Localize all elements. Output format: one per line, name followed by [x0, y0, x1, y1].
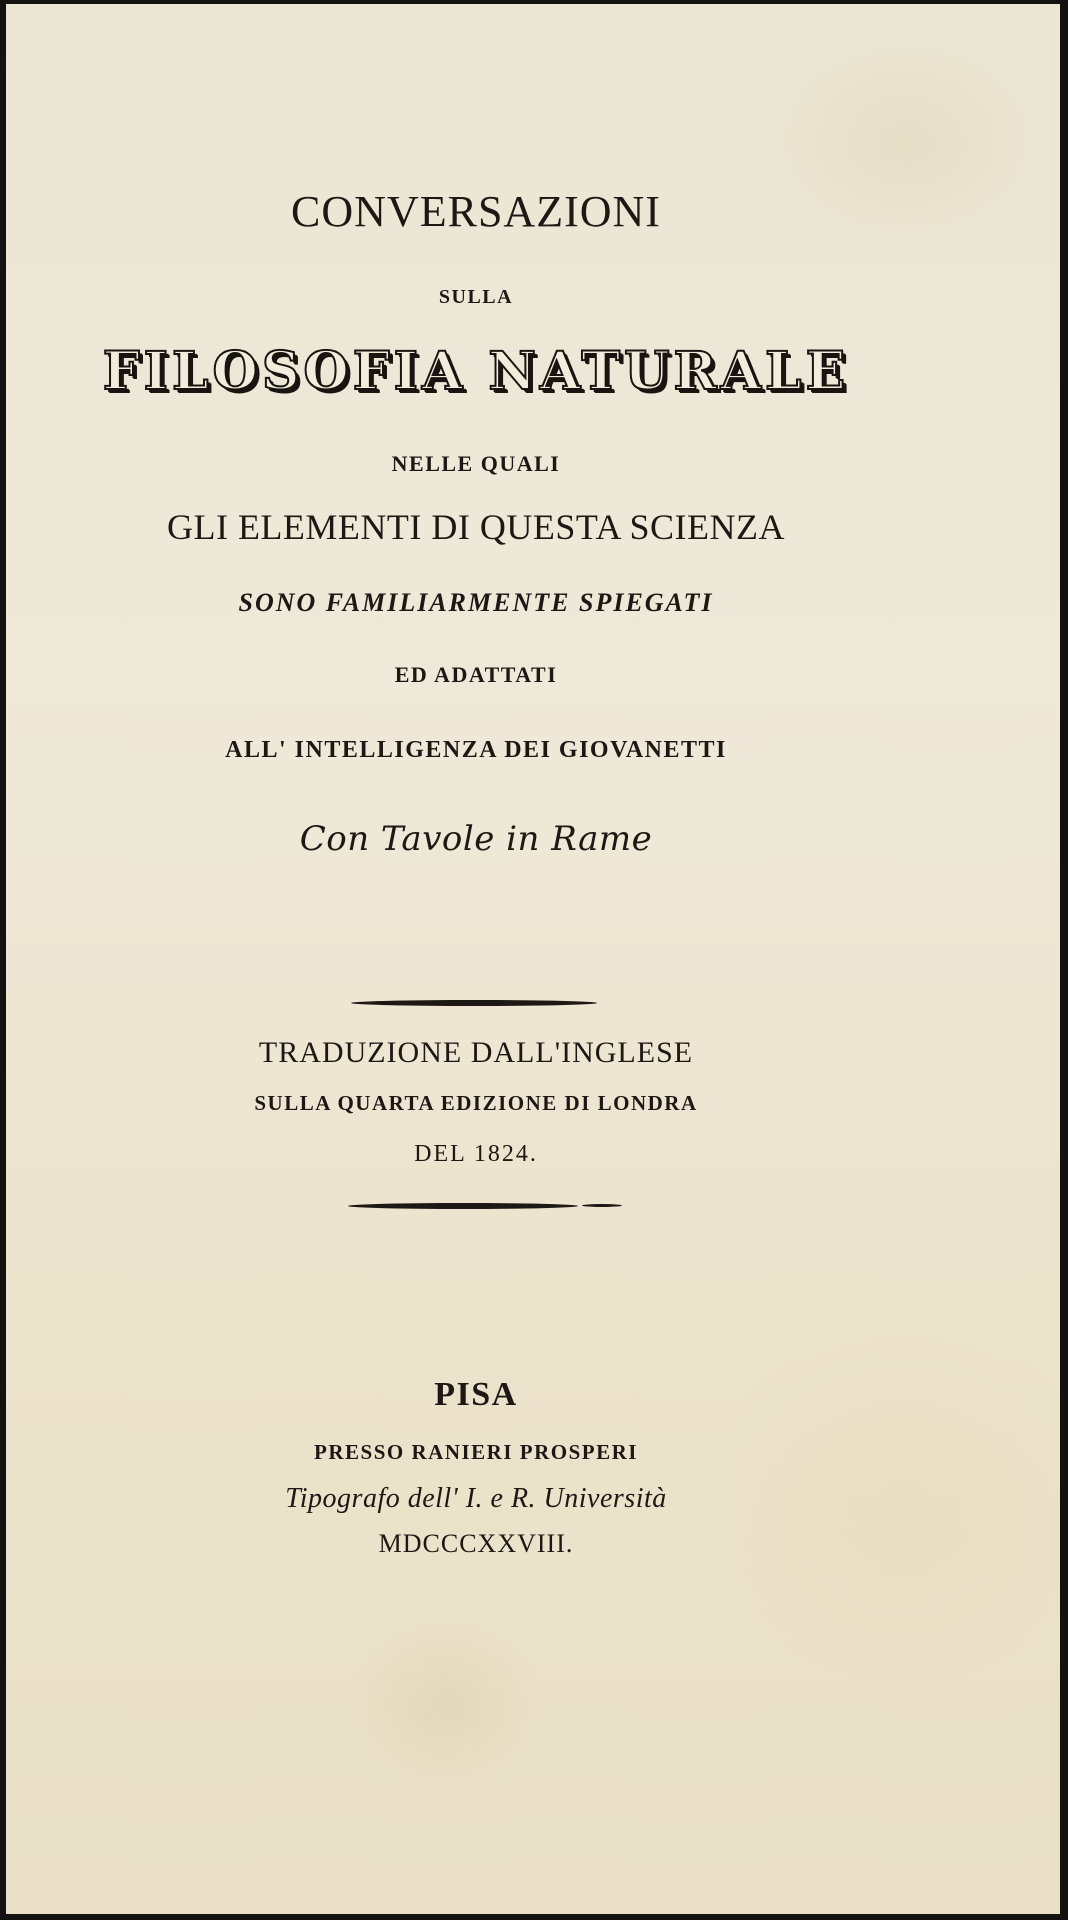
lower-divider-dash — [582, 1204, 622, 1207]
imprint-city: PISA — [434, 1376, 518, 1413]
youth-line: ALL' INTELLIGENZA DEI GIOVANETTI — [225, 737, 727, 763]
adapted-line: ED ADATTATI — [394, 662, 558, 687]
plates-note: Con Tavole in Rame — [299, 819, 653, 859]
subject-title: FILOSOFIA NATURALE — [102, 341, 850, 402]
edition-year-line: DEL 1824. — [414, 1141, 538, 1167]
upper-divider-rule — [351, 1000, 597, 1006]
translation-line: TRADUZIONE DALL'INGLESE — [258, 1036, 694, 1069]
explained-line: SONO FAMILIARMENTE SPIEGATI — [238, 588, 714, 617]
book-title: CONVERSAZIONI — [291, 187, 661, 236]
lower-divider-rule — [348, 1203, 578, 1209]
title-page — [6, 4, 1060, 1914]
nelle-quali-line: NELLE QUALI — [391, 451, 561, 476]
elements-line: GLI ELEMENTI DI QUESTA SCIENZA — [166, 507, 786, 547]
sulla-line: SULLA — [438, 286, 514, 308]
imprint-year: MDCCCXXVIII. — [378, 1529, 574, 1558]
edition-line: SULLA QUARTA EDIZIONE DI LONDRA — [254, 1091, 698, 1115]
imprint-printer-role: Tipografo dell' I. e R. Università — [285, 1483, 667, 1514]
imprint-printer: PRESSO RANIERI PROSPERI — [314, 1440, 638, 1464]
